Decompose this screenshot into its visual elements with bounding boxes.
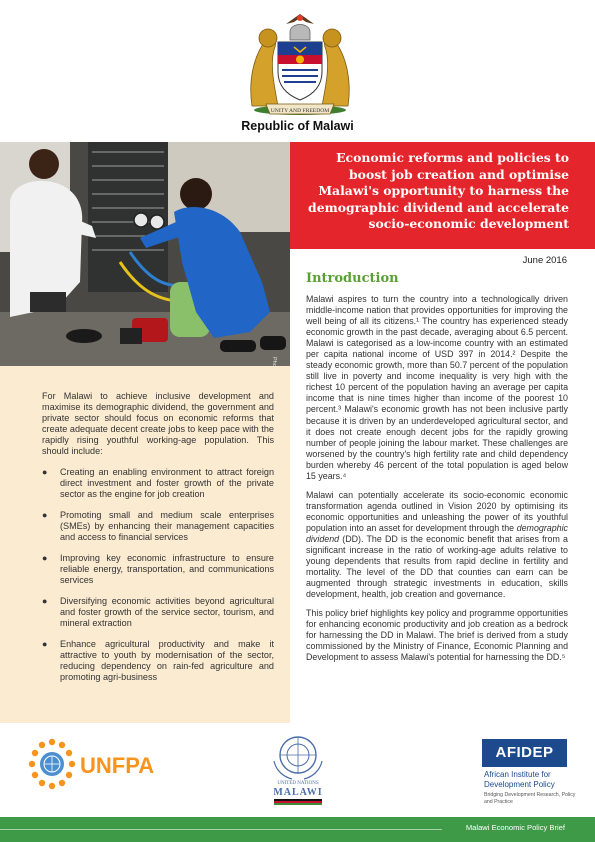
list-item (42, 510, 274, 543)
list-item-text: Promoting small and medium scale enterprises (SMEs) by enhancing their management capacities and access to financial services (60, 509, 274, 543)
footer-publication-name: Malawi Economic Policy Brief (465, 823, 565, 832)
recommendations-list (42, 467, 274, 692)
header-band (0, 0, 595, 142)
list-item (42, 553, 274, 586)
bullet-icon: ● (42, 595, 48, 606)
unfpa-wordmark: UNFPA (80, 753, 155, 778)
introduction-body (306, 294, 568, 672)
list-item-text: Enhance agricultural productivity and make it attractive to youth by modernisation of the sector, reducing dependency on rain-fed agriculture and promoting agri-business (60, 638, 274, 682)
section-heading-introduction: Introduction (306, 271, 399, 286)
afidep-tagline: Bridging Development Research, Policy and Practice (484, 792, 576, 805)
emphasis-term: demographic dividend (306, 522, 568, 544)
recommendations-intro: For Malawi to achieve inclusive development and maximise its demographic dividend, the government and private sector should focus on economic reforms that create adequate decent create jobs to keep pace with the rapidly rising youthful working-age population. This should include: (42, 391, 274, 457)
technicians-photo-illustration (0, 142, 290, 366)
list-item (42, 467, 274, 500)
un-label: UNITED NATIONS (277, 781, 319, 786)
footer-divider (0, 829, 442, 830)
bullet-icon: ● (42, 638, 48, 649)
motto-text: UNITY AND FREEDOM (270, 107, 330, 114)
list-item-text: Diversifying economic activities beyond agricultural and foster growth of the service sector, tourism, and mineral extraction (60, 595, 274, 628)
coat-of-arms-icon (244, 10, 356, 118)
afidep-full-name: African Institute for Development Policy (484, 770, 555, 789)
bullet-icon: ● (42, 467, 48, 477)
list-item (42, 639, 274, 683)
paragraph-1: Malawi aspires to turn the country into a technologically driven middle-income nation that provides opportunities for improving the well being of all its citizens.¹ The country has experienced steady economic growth in the past decade, averaging about 6.5 percent. Malawi is categorised as a low-income country with an estimated per capita national income of USD 397 in 2014.² Despite the steady economic growth, more than 50.7 percent of the population still live in poverty and income inequality is very high with the richest 10 percent of the population having an average per capita income that is nine times higher than income of the poorest 10 percent.³ Malawi's economic growth has not been inclusive partly because it is driven by an underdeveloped agricultural sector, and it does not create enough decent jobs for the rapidly growing number of people joining the labour market. These challenges are worsened by the country's high fertility rate and child dependency burden whereby 46 percent of the total population is aged below 15 years.⁴ (306, 294, 568, 481)
hero-photo (0, 142, 290, 366)
paragraph-3: This policy brief highlights key policy and programme opportunities for enhancing economic productivity and job creation as a bedrock for harnessing the DD in Malawi. The brief is derived from a study commissioned by the Ministry of Finance, Economic Planning and Development to assess Malawi's potential for harnessing the DD.⁵ (306, 608, 568, 663)
country-name: Republic of Malawi (241, 119, 354, 133)
bullet-icon: ● (42, 552, 48, 563)
list-item-text: Creating an enabling environment to attract foreign direct investment and foster growth of the private sector as the engine for job creation (60, 467, 274, 500)
list-item-text: Improving key economic infrastructure to ensure reliable energy, transportation, and communications services (60, 552, 274, 585)
list-item (42, 596, 274, 629)
un-country-label: MALAWI (273, 787, 323, 798)
afidep-logo: AFIDEP (482, 739, 567, 767)
publication-date: June 2016 (522, 255, 567, 266)
brief-title: Economic reforms and policies to boost job creation and optimise Malawi's opportunity to harness the demographic dividend and accelerate socio-economic development (290, 142, 595, 249)
paragraph-2: Malawi can potentially accelerate its socio-economic economic transformation agenda outlined in Vision 2020 by optimising its economic opportunities and unleashing the power of its youthful population into an asset for development through the demographic dividend (DD). The DD is the economic benefit that arises from a significant increase in the ratio of working-age adults relative to young dependents that results from rapid decline in fertility and mortality. The level of the DD that counties can earn can be augmented through strategic investments in education, skills development, health, job creation and governance. (306, 489, 568, 600)
bullet-icon: ● (42, 509, 48, 520)
